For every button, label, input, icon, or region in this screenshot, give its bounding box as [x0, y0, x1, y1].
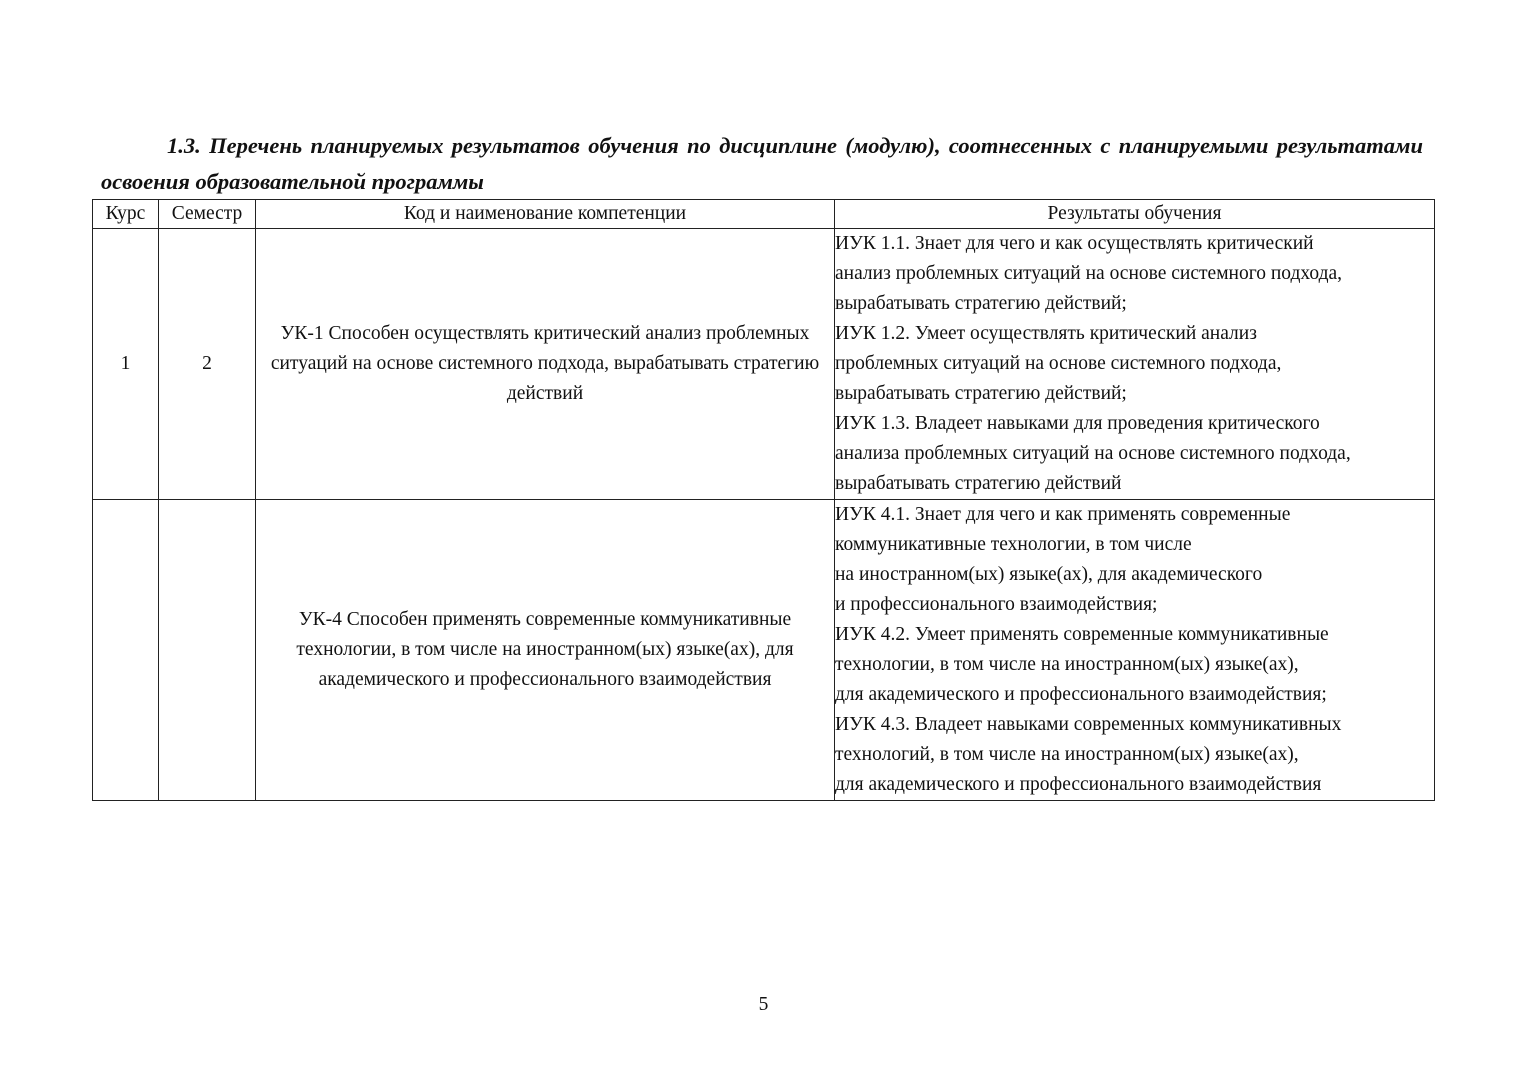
learning-outcomes-table	[92, 199, 1435, 801]
result-line: коммуникативные технологии, в том числе	[835, 534, 1192, 555]
result-line: вырабатывать стратегию действий;	[835, 383, 1127, 404]
result-line: вырабатывать стратегию действий	[835, 473, 1122, 494]
result-line: ИУК 4.2. Умеет применять современные коммуникативные	[835, 624, 1329, 645]
result-line: ИУК 1.1. Знает для чего и как осуществлять критический	[835, 233, 1314, 254]
course-cell: 1	[93, 229, 159, 500]
result-line: на иностранном(ых) языке(ах), для академического	[835, 564, 1263, 585]
result-line: для академического и профессионального взаимодействия;	[835, 684, 1327, 705]
table-header-row	[93, 200, 1435, 229]
result-line: анализа проблемных ситуаций на основе системного подхода,	[835, 443, 1351, 464]
page-number: 5	[758, 994, 769, 1015]
semester-cell	[159, 500, 256, 801]
semester-cell: 2	[159, 229, 256, 500]
result-line: и профессионального взаимодействия;	[835, 594, 1158, 615]
result-line: ИУК 1.2. Умеет осуществлять критический анализ	[835, 323, 1257, 344]
result-line: проблемных ситуаций на основе системного подхода,	[835, 353, 1282, 374]
result-line: ИУК 1.3. Владеет навыками для проведения критического	[835, 413, 1320, 434]
header-results: Результаты обучения	[835, 200, 1435, 229]
result-line: для академического и профессионального взаимодействия	[835, 774, 1322, 795]
results-cell	[835, 500, 1435, 801]
competence-cell: УК-4 Способен применять современные коммуникативные технологии, в том числе на иностранном(ых) языке(ах), для академического и профессионального взаимодействия	[256, 500, 835, 801]
result-line: анализ проблемных ситуаций на основе системного подхода,	[835, 263, 1343, 284]
result-line: ИУК 4.3. Владеет навыками современных коммуникативных	[835, 714, 1342, 735]
result-line: ИУК 4.1. Знает для чего и как применять современные	[835, 504, 1291, 525]
header-course: Курс	[93, 200, 159, 229]
header-competence: Код и наименование компетенции	[256, 200, 835, 229]
result-line: технологий, в том числе на иностранном(ых) языке(ах),	[835, 744, 1299, 765]
competence-cell: УК-1 Способен осуществлять критический анализ проблемных ситуаций на основе системного подхода, вырабатывать стратегию действий	[256, 229, 835, 500]
result-line: технологии, в том числе на иностранном(ых) языке(ах),	[835, 654, 1299, 675]
results-cell	[835, 229, 1435, 500]
course-cell	[93, 500, 159, 801]
section-heading: 1.3. Перечень планируемых результатов обучения по дисциплине (модулю), соотнесенных с планируемыми результатами освоения образовательной программы	[101, 133, 1423, 194]
table-row	[93, 229, 1435, 500]
header-semester: Семестр	[159, 200, 256, 229]
table-row	[93, 500, 1435, 801]
result-line: вырабатывать стратегию действий;	[835, 293, 1127, 314]
